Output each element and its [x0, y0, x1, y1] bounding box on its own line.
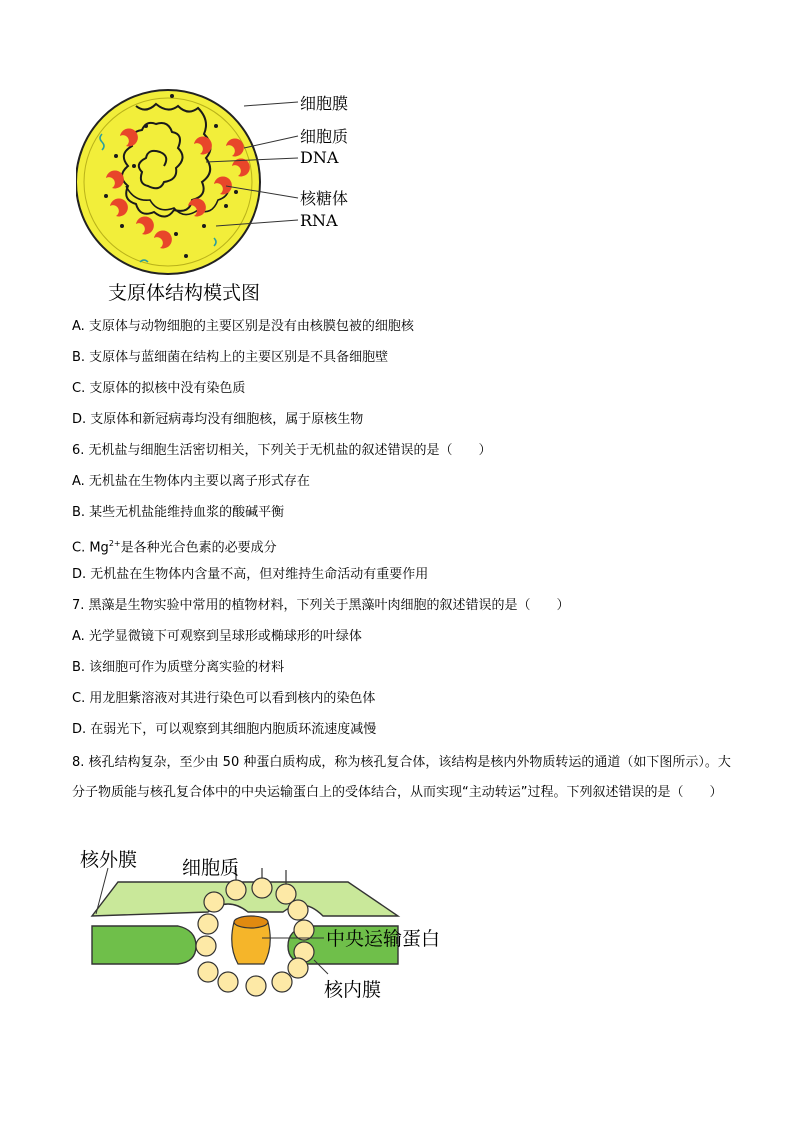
q6-option-b: B. 某些无机盐能维持血浆的酸碱平衡 — [72, 505, 285, 520]
figure1-caption: 支原体结构模式图 — [108, 282, 261, 304]
q7-option-c: C. 用龙胆紫溶液对其进行染色可以看到核内的染色体 — [72, 691, 376, 706]
q6-stem: 6. 无机盐与细胞生活密切相关，下列关于无机盐的叙述错误的是（ ） — [72, 443, 492, 458]
q6-option-a: A. 无机盐在生物体内主要以离子形式存在 — [72, 474, 310, 489]
q5-option-c: C. 支原体的拟核中没有染色质 — [72, 381, 246, 396]
mycoplasma-diagram — [76, 66, 376, 306]
label-central-protein: 中央运输蛋白 — [326, 928, 441, 950]
label-cytoplasm-2: 细胞质 — [182, 857, 240, 879]
label-outer-membrane: 核外膜 — [80, 849, 138, 871]
label-cytoplasm: 细胞质 — [300, 127, 349, 146]
q7-option-b: B. 该细胞可作为质壁分离实验的材料 — [72, 660, 285, 675]
label-dna: DNA — [300, 148, 339, 167]
mycoplasma-figure — [76, 66, 376, 306]
q7-option-a: A. 光学显微镜下可观察到呈球形或椭球形的叶绿体 — [72, 629, 362, 644]
q5-option-b: B. 支原体与蓝细菌在结构上的主要区别是不具备细胞壁 — [72, 350, 389, 365]
label-inner-membrane: 核内膜 — [324, 979, 382, 1001]
q5-option-a: A. 支原体与动物细胞的主要区别是没有由核膜包被的细胞核 — [72, 319, 414, 334]
label-cell-membrane: 细胞膜 — [300, 94, 349, 113]
q8-stem: 8. 核孔结构复杂，至少由 50 种蛋白质构成，称为核孔复合体，该结构是核内外物质转运的通道（如下图所示）。大分子物质能与核孔复合体中的中央运输蛋白上的受体结合，从而实现“主动转运”过程。下列叙述错误的是（ ） — [72, 755, 731, 800]
nuclear-pore-diagram — [78, 846, 458, 1006]
q7-stem: 7. 黑藻是生物实验中常用的植物材料，下列关于黑藻叶肉细胞的叙述错误的是（ ） — [72, 598, 570, 613]
q6-option-d: D. 无机盐在生物体内含量不高，但对维持生命活动有重要作用 — [72, 567, 429, 582]
nuclear-pore-figure — [78, 846, 458, 1006]
q6-option-c: C. $Mg^{2+}$是各种光合色素的必要成分 — [72, 539, 277, 556]
label-ribosome: 核糖体 — [300, 189, 349, 208]
q7-option-d: D. 在弱光下，可以观察到其细胞内胞质环流速度减慢 — [72, 722, 377, 737]
label-rna: RNA — [300, 211, 338, 230]
q5-option-d: D. 支原体和新冠病毒均没有细胞核，属于原核生物 — [72, 412, 364, 427]
